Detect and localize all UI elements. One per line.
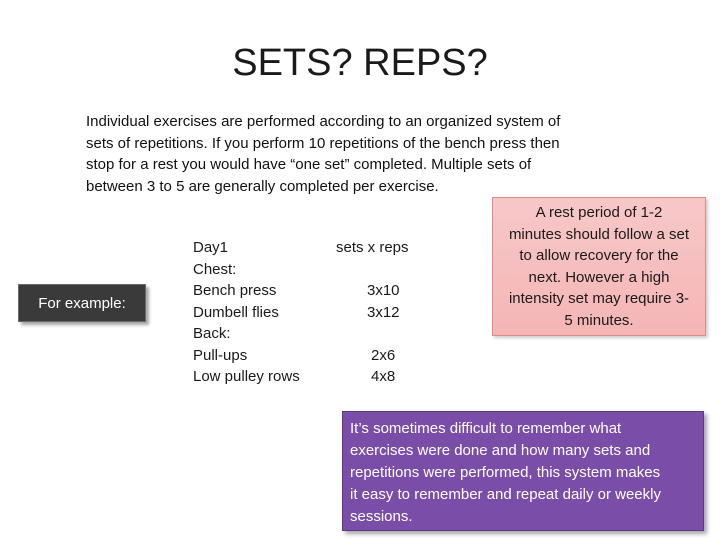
plan-sets-reps-header: sets x reps bbox=[336, 239, 409, 256]
intro-line: between 3 to 5 are generally completed per exercise. bbox=[86, 177, 439, 195]
remember-note-line: repetitions were performed, this system makes bbox=[350, 464, 661, 481]
remember-note-line: exercises were done and how many sets and bbox=[350, 442, 651, 459]
rest-period-note bbox=[492, 197, 706, 336]
plan-sets-reps: 4x8 bbox=[371, 368, 396, 385]
intro-paragraph bbox=[86, 111, 646, 197]
remember-note-line: sessions. bbox=[350, 508, 413, 525]
plan-day-label: Day1 bbox=[193, 239, 229, 256]
plan-exercise: Bench press bbox=[193, 282, 277, 299]
remember-note bbox=[342, 411, 704, 531]
plan-exercise: Back: bbox=[193, 325, 231, 342]
plan-row bbox=[193, 302, 453, 324]
plan-sets-reps: 2x6 bbox=[371, 346, 396, 364]
rest-note-line: intensity set may require 3- bbox=[508, 290, 690, 307]
plan-exercise: Pull-ups bbox=[193, 346, 248, 364]
plan-sets-reps: 3x10 bbox=[367, 282, 400, 299]
rest-note-line: to allow recovery for the bbox=[519, 247, 679, 264]
rest-note-line: minutes should follow a set bbox=[508, 225, 690, 243]
plan-header-row bbox=[193, 237, 453, 259]
slide-title: SETS? REPS? bbox=[232, 42, 488, 84]
remember-note-line: It’s sometimes difficult to remember what bbox=[350, 420, 622, 437]
plan-sets-reps: 3x12 bbox=[367, 303, 400, 321]
rest-note-line: 5 minutes. bbox=[564, 311, 634, 329]
rest-note-line: next. However a high bbox=[528, 268, 670, 286]
example-label: For example: bbox=[38, 294, 126, 312]
plan-exercise: Chest: bbox=[193, 260, 237, 278]
plan-row bbox=[193, 366, 453, 388]
rest-note-line: A rest period of 1-2 bbox=[535, 204, 663, 221]
plan-exercise: Dumbell flies bbox=[193, 303, 279, 321]
plan-row bbox=[193, 345, 453, 367]
remember-note-line: it easy to remember and repeat daily or weekly bbox=[350, 486, 661, 503]
intro-line: sets of repetitions. If you perform 10 repetitions of the bench press then bbox=[86, 134, 560, 152]
intro-line: Individual exercises are performed according to an organized system of bbox=[86, 113, 561, 130]
workout-plan bbox=[193, 237, 453, 388]
plan-exercise: Low pulley rows bbox=[193, 368, 300, 385]
intro-line: stop for a rest you would have “one set” completed. Multiple sets of bbox=[86, 156, 532, 173]
plan-row bbox=[193, 259, 453, 281]
example-label-box bbox=[18, 284, 146, 322]
plan-row bbox=[193, 280, 453, 302]
plan-row bbox=[193, 323, 453, 345]
